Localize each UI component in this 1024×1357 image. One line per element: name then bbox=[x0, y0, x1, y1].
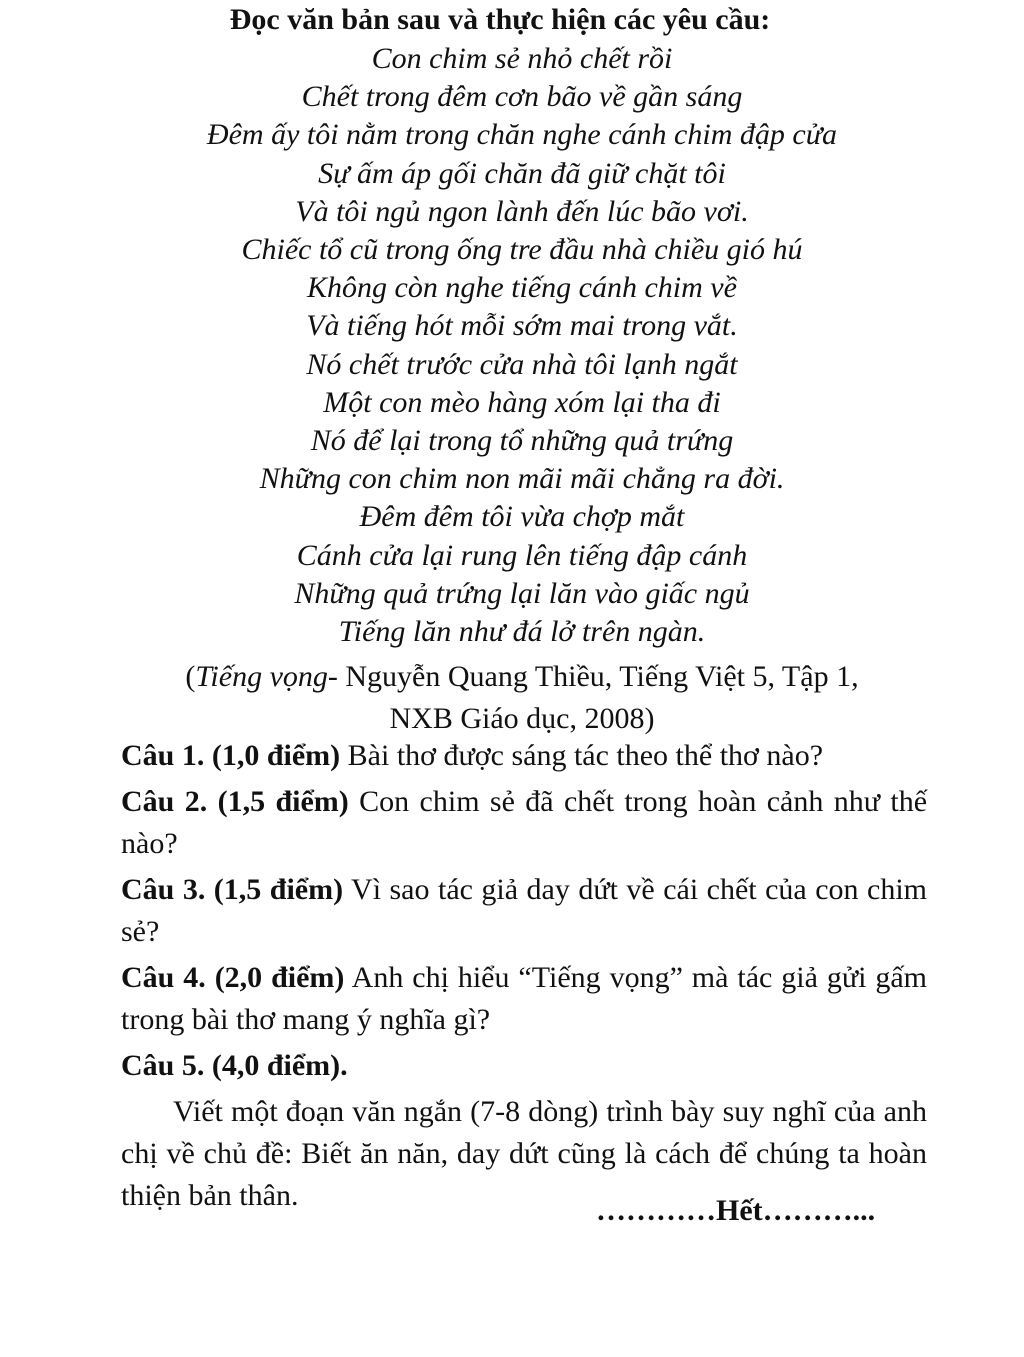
poem-line: Chết trong đêm cơn bão về gần sáng bbox=[301, 80, 743, 114]
writing-task: Viết một đoạn văn ngắn (7-8 dòng) trình bày suy nghĩ của anh chị về chủ đề: Biết ăn năn, day dứt cũng là cách để chúng ta hoàn thiện bản thân. bbox=[121, 1095, 927, 1212]
question-label: Câu 1. (1,0 điểm) bbox=[121, 739, 341, 772]
question-label: Câu 3. (1,5 điểm) bbox=[121, 873, 344, 906]
poem-source-citation bbox=[0, 656, 1024, 740]
question-label: Câu 2. (1,5 điểm) bbox=[121, 785, 349, 818]
source-line-2: NXB Giáo dục, 2008) bbox=[389, 702, 655, 735]
instruction-heading: Đọc văn bản sau và thực hiện các yêu cầu: bbox=[229, 3, 771, 36]
poem-line: Đêm đêm tôi vừa chợp mắt bbox=[359, 500, 685, 534]
poem-line: Sự ấm áp gối chăn đã giữ chặt tôi bbox=[318, 156, 726, 190]
poem-line: Và tiếng hót mỗi sớm mai trong vắt. bbox=[306, 309, 738, 343]
poem-line: Chiếc tổ cũ trong ống tre đầu nhà chiều gió hú bbox=[241, 233, 803, 267]
poem-line: Nó để lại trong tổ những quả trứng bbox=[310, 424, 734, 458]
source-title: Tiếng vọng bbox=[195, 660, 328, 693]
question-text: Vì sao tác giả day dứt về cái chết của con chim sẻ? bbox=[121, 873, 927, 948]
poem-line: Đêm ấy tôi nằm trong chăn nghe cánh chim đập cửa bbox=[206, 118, 838, 152]
question-2 bbox=[121, 781, 927, 865]
question-label: Câu 4. (2,0 điểm) bbox=[121, 961, 345, 994]
poem-line: Tiếng lăn như đá lở trên ngàn. bbox=[338, 615, 706, 649]
question-text: Con chim sẻ đã chết trong hoàn cảnh như thế nào? bbox=[121, 785, 928, 860]
poem-line: Những con chim non mãi mãi chẳng ra đời. bbox=[259, 462, 785, 496]
question-1 bbox=[121, 735, 927, 777]
poem-line: Cánh cửa lại rung lên tiếng đập cánh bbox=[296, 538, 748, 572]
poem-line: Nó chết trước cửa nhà tôi lạnh ngắt bbox=[306, 347, 738, 381]
question-3 bbox=[121, 869, 927, 953]
source-line-1 bbox=[0, 656, 1024, 698]
source-details: - Nguyễn Quang Thiều, Tiếng Việt 5, Tập 1, bbox=[327, 660, 859, 693]
question-text: Anh chị hiểu “Tiếng vọng” mà tác giả gửi gấm trong bài thơ mang ý nghĩa gì? bbox=[121, 961, 928, 1036]
question-4 bbox=[121, 957, 927, 1041]
poem-line: Và tôi ngủ ngon lành đến lúc bão vơi. bbox=[295, 194, 749, 228]
poem-line: Con chim sẻ nhỏ chết rồi bbox=[371, 42, 673, 75]
end-mark: …………Hết………... bbox=[596, 1194, 876, 1227]
source-open-paren: ( bbox=[185, 660, 196, 693]
poem-line: Những quả trứng lại lăn vào giấc ngủ bbox=[294, 576, 750, 610]
question-list bbox=[121, 735, 927, 1217]
question-5 bbox=[121, 1045, 927, 1087]
poem bbox=[0, 40, 1024, 651]
question-text: Bài thơ được sáng tác theo thể thơ nào? bbox=[340, 739, 824, 772]
poem-line: Không còn nghe tiếng cánh chim về bbox=[307, 271, 737, 305]
question-label: Câu 5. (4,0 điểm). bbox=[121, 1049, 348, 1082]
poem-line: Một con mèo hàng xóm lại tha đi bbox=[323, 385, 721, 419]
